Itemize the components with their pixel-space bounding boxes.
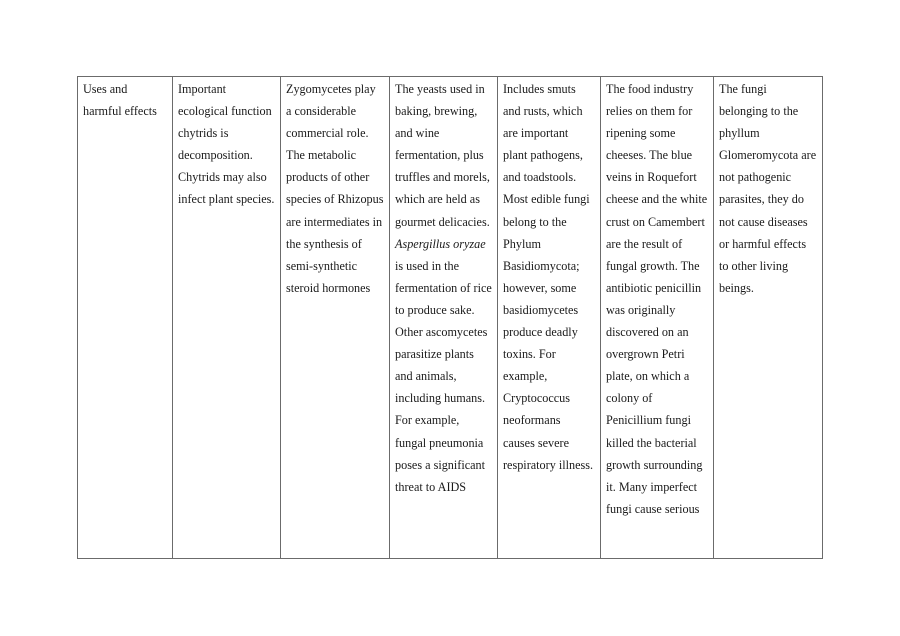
zygomycetes-cell [281,77,390,559]
cell-text-italic-species: Aspergillus oryzae [395,236,486,251]
cell-text: The yeasts used in baking, brewing, and wine fermentation, plus truffles and morels, which are held as gourmet delicacies. [395,82,490,229]
cell-text: is used in the fermentation of rice to produce sake. Other ascomycetes parasitize plants and animals, including humans. For example, fungal pneumonia poses a significant threat to AIDS [395,258,492,494]
row-header-label: Uses and harmful effects [83,82,157,119]
row-header-cell [78,77,173,559]
cell-text: The food industry relies on them for ripening some cheeses. The blue veins in Roquefort cheese and the white crust on Camembert are the result of fungal growth. The antibiotic penicillin was originally discovered on an overgrown Petri plate, on which a colony of Penicillium fungi killed the bacterial growth surrounding it. Many imperfect fungi cause serious [606,82,708,516]
cell-text: Zygomycetes play a considerable commercial role. The metabolic products of other species of Rhizopus are intermediates in the synthesis of semi-synthetic steroid hormones [286,82,384,295]
chytrids-cell [173,77,281,559]
imperfect-fungi-cell [601,77,714,559]
cell-text: Important ecological function chytrids is decomposition. Chytrids may also infect plant species. [178,82,275,207]
cell-text: Includes smuts and rusts, which are important plant pathogens, and toadstools. Most edible fungi belong to the Phylum Basidiomycota; however, some basidiomycetes produce deadly toxins. For example, Cryptococcus neoformans causes severe respiratory illness. [503,82,594,472]
basidiomycetes-cell [498,77,601,559]
fungi-comparison-table [77,76,823,559]
glomeromycota-cell [714,77,823,559]
table-row-uses-and-harmful-effects [78,77,823,559]
ascomycetes-cell [390,77,498,559]
cell-text: The fungi belonging to the phyllum Glomeromycota are not pathogenic parasites, they do not cause diseases or harmful effects to other living beings. [719,82,817,295]
